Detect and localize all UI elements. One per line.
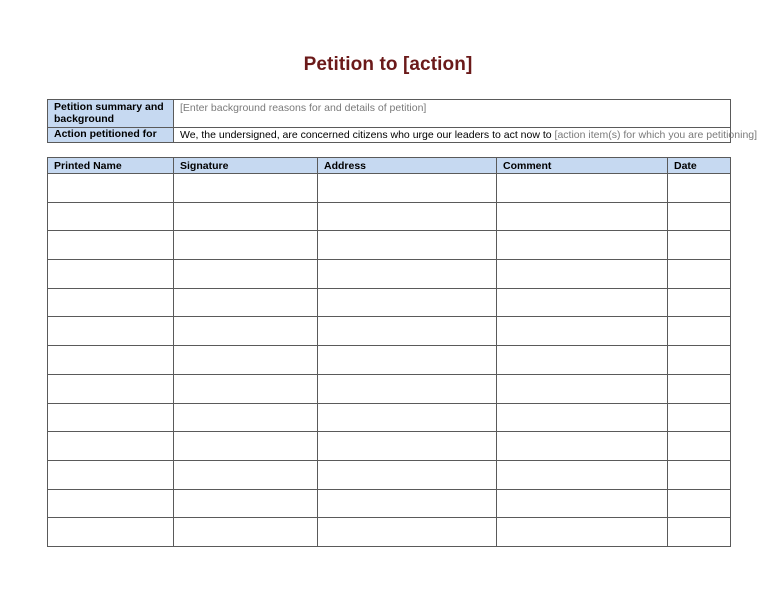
printed-name-cell[interactable]	[48, 260, 174, 289]
column-header-comment: Comment	[497, 158, 668, 174]
address-cell[interactable]	[318, 518, 497, 547]
printed-name-cell[interactable]	[48, 460, 174, 489]
printed-name-cell[interactable]	[48, 403, 174, 432]
date-cell[interactable]	[668, 460, 731, 489]
address-cell[interactable]	[318, 231, 497, 260]
petition-summary-table	[47, 99, 758, 143]
background-field[interactable]	[174, 100, 731, 128]
background-label: Petition summary and background	[48, 100, 174, 128]
comment-cell[interactable]	[497, 202, 668, 231]
table-row	[48, 518, 731, 547]
comment-cell[interactable]	[497, 317, 668, 346]
table-row	[48, 260, 731, 289]
comment-cell[interactable]	[497, 374, 668, 403]
comment-cell[interactable]	[497, 260, 668, 289]
table-row	[48, 288, 731, 317]
action-label: Action petitioned for	[48, 128, 174, 143]
column-header-address: Address	[318, 158, 497, 174]
address-cell[interactable]	[318, 260, 497, 289]
background-row	[48, 100, 731, 128]
signature-cell[interactable]	[174, 489, 318, 518]
address-cell[interactable]	[318, 374, 497, 403]
table-row	[48, 403, 731, 432]
date-cell[interactable]	[668, 403, 731, 432]
comment-cell[interactable]	[497, 518, 668, 547]
signature-header-row	[48, 158, 731, 174]
signature-cell[interactable]	[174, 432, 318, 461]
column-header-signature: Signature	[174, 158, 318, 174]
signature-cell[interactable]	[174, 346, 318, 375]
comment-cell[interactable]	[497, 432, 668, 461]
address-cell[interactable]	[318, 346, 497, 375]
date-cell[interactable]	[668, 518, 731, 547]
comment-cell[interactable]	[497, 231, 668, 260]
table-row	[48, 374, 731, 403]
action-field[interactable]	[174, 128, 758, 143]
address-cell[interactable]	[318, 489, 497, 518]
background-placeholder: [Enter background reasons for and details of petition]	[180, 102, 427, 114]
comment-cell[interactable]	[497, 489, 668, 518]
table-row	[48, 202, 731, 231]
table-row	[48, 317, 731, 346]
signature-rows	[48, 174, 731, 547]
date-cell[interactable]	[668, 374, 731, 403]
comment-cell[interactable]	[497, 288, 668, 317]
signature-cell[interactable]	[174, 260, 318, 289]
column-header-printed-name: Printed Name	[48, 158, 174, 174]
action-placeholder: [action item(s) for which you are petitioning]	[554, 129, 758, 141]
signature-cell[interactable]	[174, 518, 318, 547]
address-cell[interactable]	[318, 202, 497, 231]
table-row	[48, 460, 731, 489]
signature-cell[interactable]	[174, 317, 318, 346]
printed-name-cell[interactable]	[48, 518, 174, 547]
date-cell[interactable]	[668, 489, 731, 518]
signature-cell[interactable]	[174, 374, 318, 403]
printed-name-cell[interactable]	[48, 202, 174, 231]
date-cell[interactable]	[668, 288, 731, 317]
address-cell[interactable]	[318, 288, 497, 317]
address-cell[interactable]	[318, 403, 497, 432]
printed-name-cell[interactable]	[48, 174, 174, 203]
document-title: Petition to [action]	[303, 54, 473, 75]
table-row	[48, 346, 731, 375]
signature-cell[interactable]	[174, 460, 318, 489]
table-row	[48, 432, 731, 461]
date-cell[interactable]	[668, 202, 731, 231]
table-row	[48, 174, 731, 203]
signature-table	[47, 157, 731, 547]
signature-cell[interactable]	[174, 231, 318, 260]
address-cell[interactable]	[318, 432, 497, 461]
comment-cell[interactable]	[497, 174, 668, 203]
date-cell[interactable]	[668, 174, 731, 203]
comment-cell[interactable]	[497, 346, 668, 375]
signature-cell[interactable]	[174, 403, 318, 432]
printed-name-cell[interactable]	[48, 374, 174, 403]
address-cell[interactable]	[318, 174, 497, 203]
signature-cell[interactable]	[174, 202, 318, 231]
comment-cell[interactable]	[497, 403, 668, 432]
table-row	[48, 231, 731, 260]
date-cell[interactable]	[668, 346, 731, 375]
printed-name-cell[interactable]	[48, 317, 174, 346]
address-cell[interactable]	[318, 460, 497, 489]
table-row	[48, 489, 731, 518]
date-cell[interactable]	[668, 231, 731, 260]
printed-name-cell[interactable]	[48, 231, 174, 260]
signature-cell[interactable]	[174, 174, 318, 203]
printed-name-cell[interactable]	[48, 489, 174, 518]
action-row	[48, 128, 731, 143]
address-cell[interactable]	[318, 317, 497, 346]
comment-cell[interactable]	[497, 460, 668, 489]
printed-name-cell[interactable]	[48, 288, 174, 317]
signature-cell[interactable]	[174, 288, 318, 317]
printed-name-cell[interactable]	[48, 432, 174, 461]
date-cell[interactable]	[668, 260, 731, 289]
column-header-date: Date	[668, 158, 731, 174]
date-cell[interactable]	[668, 432, 731, 461]
date-cell[interactable]	[668, 317, 731, 346]
action-text: We, the undersigned, are concerned citizens who urge our leaders to act now to	[180, 129, 555, 141]
printed-name-cell[interactable]	[48, 346, 174, 375]
